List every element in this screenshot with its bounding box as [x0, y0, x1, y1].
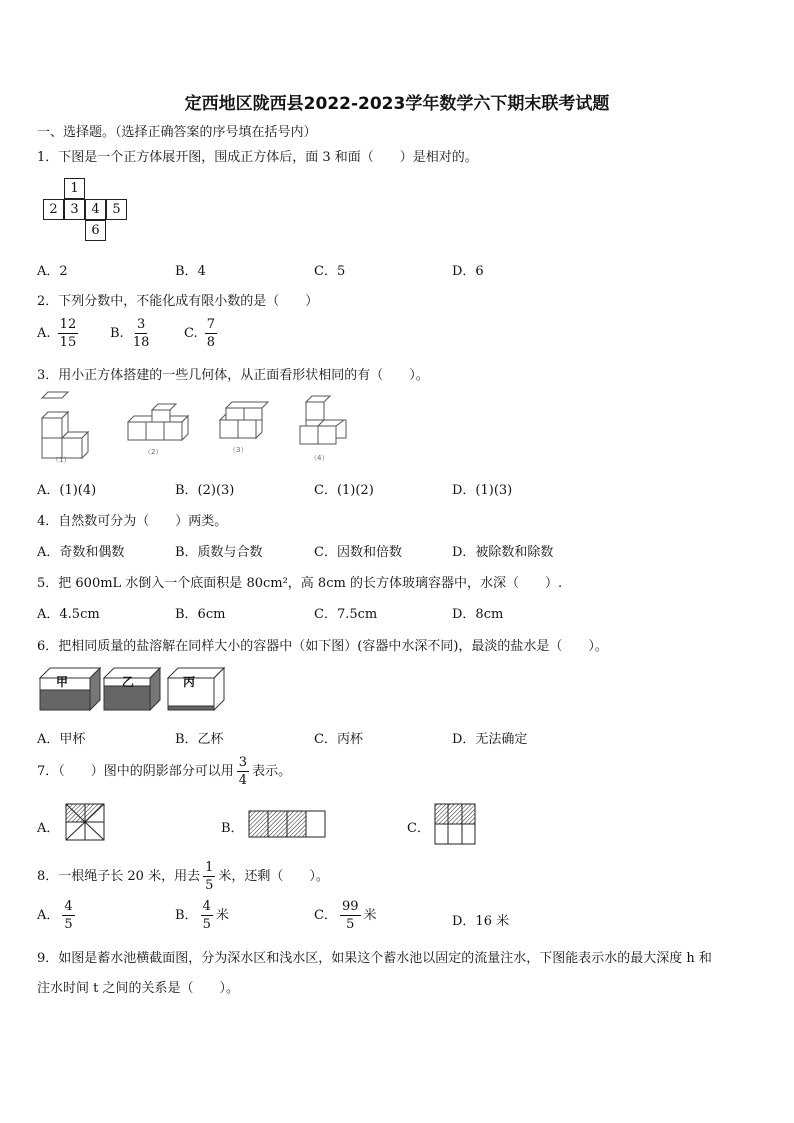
q1-option-d[interactable]: D．6	[452, 264, 484, 279]
q8-option-a[interactable]	[37, 900, 78, 931]
question-2-text: 2．下列分数中，不能化成有限小数的是（ ）	[37, 294, 319, 309]
q7-text-post: 表示。	[252, 764, 292, 779]
q2-option-c[interactable]	[184, 318, 220, 349]
option-label: C．	[314, 908, 337, 923]
denominator: 5	[205, 878, 214, 893]
q8-option-c[interactable]	[314, 900, 377, 931]
q7-text-pre: 7．（ ）图中的阴影部分可以用	[37, 764, 234, 779]
option-label: A.	[37, 326, 51, 341]
net-face-1: 1	[64, 178, 85, 199]
numerator: 99	[341, 899, 359, 914]
option-label: C.	[184, 326, 198, 341]
cup-label-bing: 丙	[183, 675, 196, 689]
fraction	[237, 756, 249, 787]
fraction	[62, 900, 74, 931]
figure-label-2: （2）	[144, 448, 163, 456]
option-label: B.	[110, 326, 124, 341]
q6-option-a[interactable]: A．甲杯	[37, 732, 86, 747]
denominator: 5	[64, 917, 73, 932]
question-3-text: 3．用小正方体搭建的一些几何体，从正面看形状相同的有（ ）。	[37, 368, 429, 383]
cube-stacks-figure	[38, 396, 358, 464]
numerator: 4	[202, 899, 211, 914]
numerator: 12	[59, 317, 77, 332]
q6-option-d[interactable]: D．无法确定	[452, 732, 528, 747]
q8-option-b[interactable]	[175, 900, 229, 931]
denominator: 8	[206, 335, 216, 350]
q7-figure-c	[434, 803, 476, 845]
q7-option-b-label[interactable]: B．	[221, 821, 244, 836]
q7-option-a-label[interactable]: A．	[37, 821, 60, 836]
q7-figure-a	[65, 803, 105, 841]
q1-option-a[interactable]: A．2	[37, 264, 68, 279]
fraction	[201, 900, 213, 931]
fraction	[58, 318, 79, 349]
numerator: 7	[206, 317, 216, 332]
q7-option-c-label[interactable]: C．	[407, 821, 430, 836]
question-9-line-1: 9．如图是蓄水池横截面图，分为深水区和浅水区，如果这个蓄水池以固定的流量注水，下图能表示水的最大深度 h 和	[37, 951, 712, 966]
unit: 米	[363, 908, 377, 923]
q7-figure-b	[248, 810, 326, 838]
q5-option-c[interactable]: C．7.5cm	[314, 607, 378, 622]
denominator: 5	[202, 917, 211, 932]
numerator: 3	[238, 755, 248, 770]
q4-option-b[interactable]: B．质数与合数	[175, 545, 263, 560]
numerator: 3	[136, 317, 146, 332]
figure-label-4: （4）	[310, 454, 329, 462]
cup-jia	[40, 668, 100, 710]
question-6-text: 6．把相同质量的盐溶解在同样大小的容器中（如下图）(容器中水深不同)，最淡的盐水是（ ）。	[37, 639, 608, 654]
q8-text-pre: 8．一根绳子长 20 米，用去	[37, 869, 201, 884]
figure-label-1: （1）	[52, 456, 71, 464]
q8-text-post: 米，还剩（ ）。	[218, 869, 329, 884]
q3-option-c[interactable]: C．(1)(2)	[314, 483, 374, 498]
q1-option-b[interactable]: B．4	[175, 264, 206, 279]
question-7-text	[37, 755, 291, 789]
cup-label-yi: 乙	[122, 675, 135, 689]
q4-option-c[interactable]: C．因数和倍数	[314, 545, 402, 560]
net-face-5: 5	[106, 199, 127, 220]
option-label: B．	[175, 908, 198, 923]
q3-option-d[interactable]: D．(1)(3)	[452, 483, 513, 498]
q3-option-b[interactable]: B．(2)(3)	[175, 483, 235, 498]
denominator: 4	[238, 773, 248, 788]
stack-figure-4	[300, 396, 346, 444]
net-face-4: 4	[85, 199, 106, 220]
net-face-3: 3	[64, 199, 85, 220]
q3-option-a[interactable]: A．(1)(4)	[37, 483, 97, 498]
question-8-text	[37, 858, 329, 896]
q8-option-d[interactable]: D．16 米	[452, 914, 510, 929]
q2-option-a[interactable]	[37, 318, 81, 349]
fraction	[203, 861, 215, 892]
figure-label-3: （3）	[229, 446, 248, 454]
question-4-text: 4．自然数可分为（ ）两类。	[37, 514, 228, 529]
q6-option-c[interactable]: C．丙杯	[314, 732, 363, 747]
denominator: 5	[346, 917, 355, 932]
fraction	[205, 318, 217, 349]
q4-option-d[interactable]: D．被除数和除数	[452, 545, 554, 560]
option-label: A．	[37, 908, 60, 923]
question-1-text: 1．下图是一个正方体展开图，围成正方体后，面 3 和面（ ）是相对的。	[37, 150, 478, 165]
q2-option-b[interactable]	[110, 318, 154, 349]
net-face-6: 6	[85, 220, 106, 241]
fraction	[131, 318, 152, 349]
numerator: 1	[205, 860, 214, 875]
q5-option-b[interactable]: B．6cm	[175, 607, 226, 622]
fraction	[340, 900, 361, 931]
cup-bing	[168, 668, 224, 710]
net-face-2: 2	[43, 199, 64, 220]
stack-figure-3	[220, 402, 268, 438]
denominator: 18	[132, 335, 150, 350]
numerator: 4	[64, 899, 73, 914]
q5-option-d[interactable]: D．8cm	[452, 607, 504, 622]
section-heading: 一、选择题。（选择正确答案的序号填在括号内）	[37, 125, 317, 140]
salt-water-cups-figure	[40, 668, 225, 714]
q6-option-b[interactable]: B．乙杯	[175, 732, 224, 747]
q1-option-c[interactable]: C．5	[314, 264, 346, 279]
cube-net-figure	[43, 178, 133, 242]
cup-label-jia: 甲	[56, 675, 69, 689]
denominator: 15	[59, 335, 77, 350]
question-9-line-2: 注水时间 t 之间的关系是（ ）。	[37, 981, 239, 996]
unit: 米	[215, 908, 229, 923]
q5-option-a[interactable]: A．4.5cm	[37, 607, 100, 622]
stack-figure-1	[42, 392, 88, 458]
stack-figure-2	[128, 404, 188, 440]
question-5-text: 5．把 600mL 水倒入一个底面积是 80cm²，高 8cm 的长方体玻璃容器中，水深（ ）.	[37, 576, 563, 591]
page-title: 定西地区陇西县2022-2023学年数学六下期末联考试题	[184, 94, 610, 114]
q4-option-a[interactable]: A．奇数和偶数	[37, 545, 125, 560]
